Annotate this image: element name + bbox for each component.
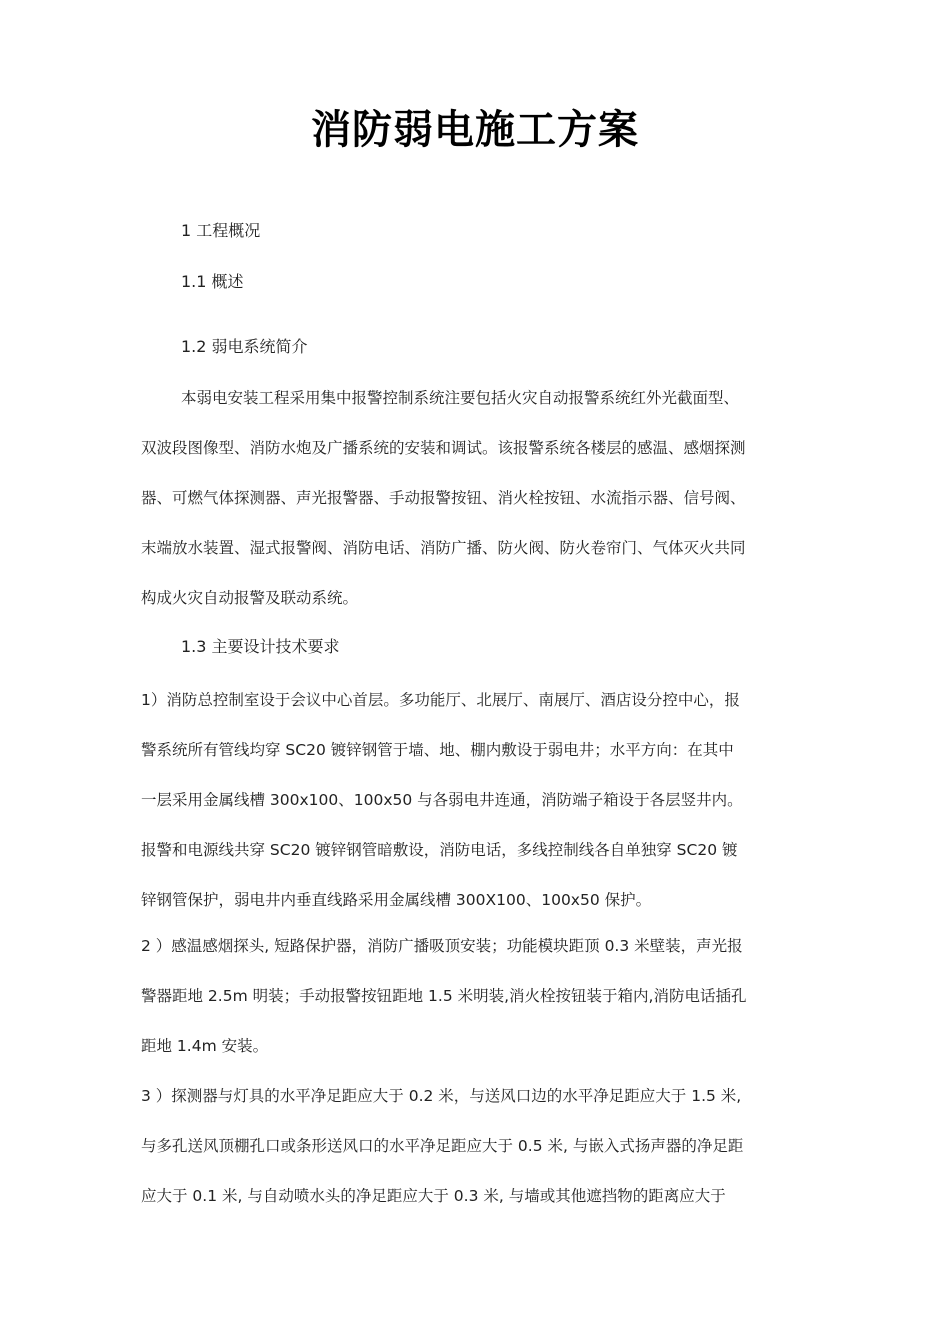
text-line: 应大于 0.1 米, 与自动喷水头的净足距应大于 0.3 米, 与墙或其他遮挡物的距离应大于 <box>141 1187 726 1205</box>
paragraph-requirement-1 <box>141 675 809 925</box>
text-line: 2 ）感温感烟探头, 短路保护器，消防广播吸顶安装；功能模块距顶 0.3 米壁装，声光报 <box>141 937 743 955</box>
text-line: 双波段图像型、消防水炮及广播系统的安装和调试。该报警系统各楼层的感温、感烟探测 <box>141 439 746 457</box>
text-line: 锌钢管保护，弱电井内垂直线路采用金属线槽 300X100、100x50 保护。 <box>141 891 652 909</box>
text-line: 1）消防总控制室设于会议中心首层。多功能厅、北展厅、南展厅、酒店设分控中心，报 <box>141 691 740 709</box>
text-line: 距地 1.4m 安装。 <box>141 1037 269 1055</box>
document-title: 消防弱电施工方案 <box>311 107 639 153</box>
paragraph-system-intro <box>141 373 809 623</box>
text-line: 警系统所有管线均穿 SC20 镀锌钢管于墙、地、棚内敷设于弱电井；水平方向：在其中 <box>141 741 734 759</box>
text-line: 本弱电安装工程采用集中报警控制系统注要包括火灾自动报警系统红外光截面型、 <box>181 389 740 407</box>
text-line: 与多孔送风顶棚孔口或条形送风口的水平净足距应大于 0.5 米, 与嵌入式扬声器的净足距 <box>141 1137 744 1155</box>
paragraph-requirement-2 <box>141 921 809 1071</box>
text-line: 警器距地 2.5m 明装；手动报警按钮距地 1.5 米明装,消火栓按钮装于箱内,消防电话插孔 <box>141 987 747 1005</box>
section-heading-1-2: 1.2 弱电系统简介 <box>181 337 308 356</box>
text-line: 末端放水装置、湿式报警阀、消防电话、消防广播、防火阀、防火卷帘门、气体灭火共同 <box>141 539 746 557</box>
section-heading-1-1: 1.1 概述 <box>181 272 244 291</box>
paragraph-requirement-3 <box>141 1071 809 1221</box>
text-line: 构成火灾自动报警及联动系统。 <box>141 589 359 607</box>
text-line: 3 ）探测器与灯具的水平净足距应大于 0.2 米，与送风口边的水平净足距应大于 1.5 米, <box>141 1087 742 1105</box>
section-heading-1: 1 工程概况 <box>181 221 261 240</box>
text-line: 一层采用金属线槽 300x100、100x50 与各弱电井连通，消防端子箱设于各层竖井内。 <box>141 791 743 809</box>
text-line: 器、可燃气体探测器、声光报警器、手动报警按钮、消火栓按钮、水流指示器、信号阀、 <box>141 489 746 507</box>
text-line: 报警和电源线共穿 SC20 镀锌钢管暗敷设，消防电话，多线控制线各自单独穿 SC20 镀 <box>141 841 738 859</box>
section-heading-1-3: 1.3 主要设计技术要求 <box>181 637 340 656</box>
